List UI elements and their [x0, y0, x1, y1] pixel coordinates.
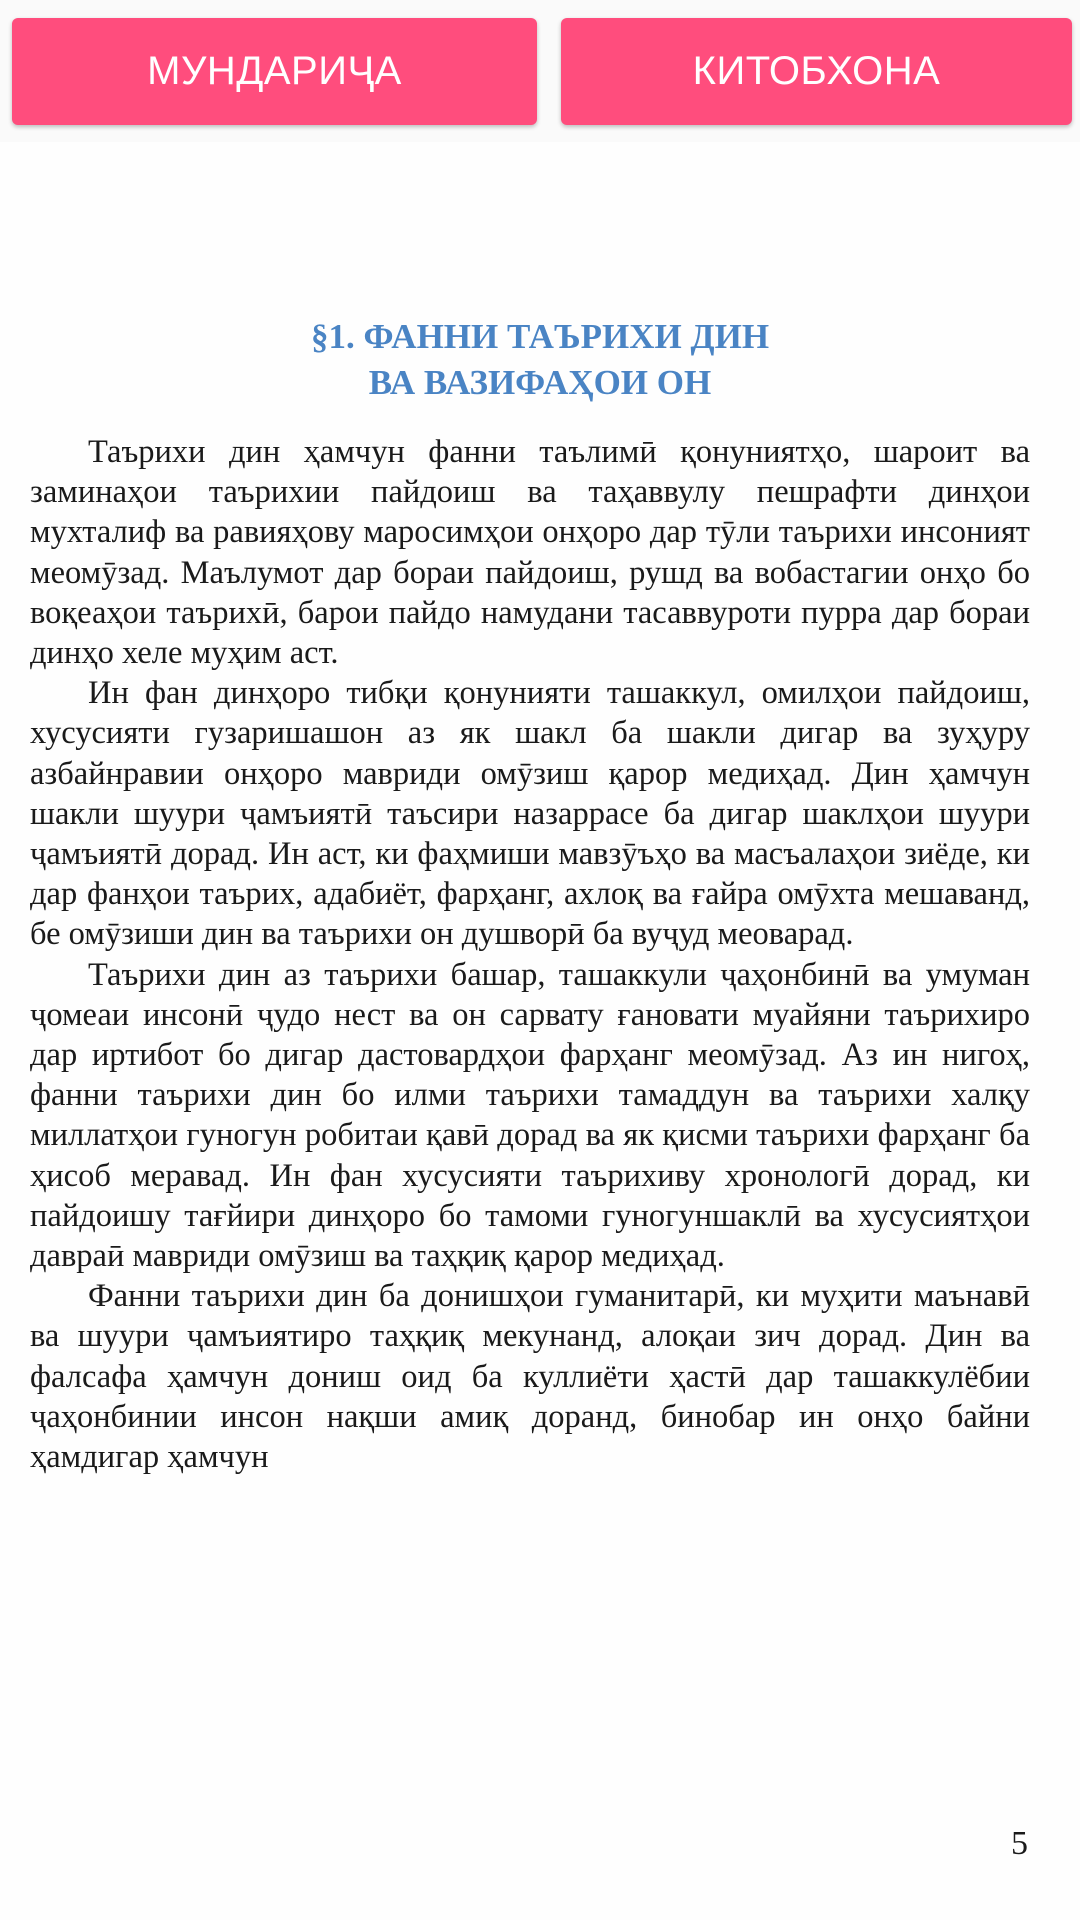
paragraph-2: Ин фан динҳоро тибқи қонунияти ташаккул, омилҳои пайдоиш, хусусияти гузаришашон аз як шакл ба шакли дигар ва зуҳуру азбайнравии онҳоро мавриди омӯзиш қарор медиҳад. Дин ҳамчун шакли шуури ҷамъиятӣ таъсири назаррасе ба дигар шаклҳои шуури ҷамъиятӣ дорад. Ин аст, ки фаҳмиши мавзӯъҳо ва масъалаҳои зиёде, ки дар фанҳои таърих, адабиёт, фарҳанг, ахлоқ ва ғайра омӯхта мешаванд, бе омӯзиши дин ва таърихи он душворӣ ба вуҷуд меоварад.: [30, 675, 1030, 953]
section-heading: [0, 314, 1080, 406]
library-button[interactable]: КИТОБХОНА: [561, 18, 1072, 125]
paragraph-4: Фанни таърихи дин ба донишҳои гуманитарӣ, ки муҳити маънавӣ ва шуури ҷамъиятиро таҳқиқ мекунанд, алоқаи зич дорад. Дин ва фалсафа ҳамчун дониш оид ба куллиёти ҳастӣ дар ташаккулёбии ҷаҳонбинии инсон нақши амиқ доранд, бинобар ин онҳо байни ҳамдигар ҳамчун: [30, 1278, 1030, 1476]
top-toolbar: [0, 0, 1080, 142]
heading-line-1: §1. ФАННИ ТАЪРИХИ ДИН: [310, 317, 770, 356]
page-number: 5: [1011, 1825, 1028, 1862]
paragraph-3: Таърихи дин аз таърихи башар, ташаккули ҷаҳонбинӣ ва умуман ҷомеаи инсонӣ ҷудо нест ва он сарвату ғановати муайяни таърихиро дар иртибот бо дигар дастовардҳои фарҳанг меомӯзад. Аз ин нигоҳ, фанни таърихи дин бо илми таърихи тамаддун ва таърихи халқу миллатҳои гуногун робитаи қавӣ дорад ва як қисми таърихи фарҳанг ба ҳисоб меравад. Ин фан хусусияти таърихиву хронологӣ дорад, ки пайдоишу тағйири динҳоро бо тамоми гуногуншаклӣ ва хусусиятҳои давраӣ мавриди омӯзиш ва таҳқиқ қарор медиҳад.: [30, 956, 1030, 1275]
book-page[interactable]: [0, 142, 1080, 1920]
contents-button[interactable]: МУНДАРИҶА: [12, 18, 537, 125]
paragraph-1: Таърихи дин ҳамчун фанни таълимӣ қонуниятҳо, шароит ва заминаҳои таърихии пайдоиш ва таҳаввулу пешрафти динҳои мухталиф ва равияҳову маросимҳои онҳоро дар тӯли таърихи инсоният меомӯзад. Маълумот дар бораи пайдоиш, рушд ва вобастагии онҳо бо воқеаҳои таърихӣ, барои пайдо намудани тасаввуроти пурра дар бораи динҳо хеле муҳим аст.: [30, 434, 1030, 672]
heading-line-2: ВА ВАЗИФАҲОИ ОН: [368, 363, 712, 402]
body-text: [30, 432, 1030, 1477]
